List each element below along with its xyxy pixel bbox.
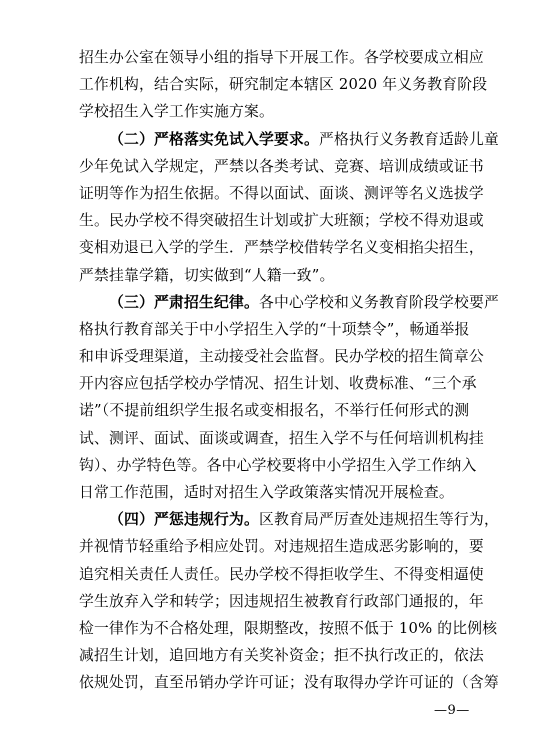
text-line: 工作机构，结合实际，研究制定本辖区 2020 年义务教育阶段 <box>79 76 488 94</box>
text-line: 证明等作为招生依据。不得以面试、面谈、测评等名义选拔学 <box>79 184 484 202</box>
section-4-heading: （四）严惩违规行为。 <box>109 511 259 529</box>
section-3-heading: （三）严肃招生纪律。 <box>109 293 259 311</box>
text-line: 诺”（不提前组织学生报名或变相报名，不举行任何形式的测 <box>79 402 470 420</box>
text-line: 追究相关责任人责任。民办学校不得拒收学生、不得变相逼使 <box>79 565 484 583</box>
section-3-text: 各中心学校和义务教育阶段学校要严 <box>258 293 499 311</box>
section-4-text: 区教育局严厉查处违规招生等行为， <box>258 511 499 529</box>
text-line: 严禁挂靠学籍，切实做到“人籍一致”。 <box>79 266 335 284</box>
document-body <box>79 44 499 697</box>
text-line: 和申诉受理渠道，主动接受社会监督。民办学校的招生简章公 <box>79 348 484 366</box>
section-2-first-line <box>79 126 499 153</box>
text-line: 格执行教育部关于中小学招生入学的“十项禁令”，畅通举报 <box>79 320 470 338</box>
text-line: 招生办公室在领导小组的指导下开展工作。各学校要成立相应 <box>79 49 484 66</box>
text-line: 学校招生入学工作实施方案。 <box>79 103 274 121</box>
section-4-first-line <box>79 506 499 533</box>
text-line: 日常工作范围，适时对招生入学政策落实情况开展检查。 <box>79 484 454 501</box>
text-line: 依规处罚，直至吊销办学许可证；没有取得办学许可证的（含筹 <box>79 674 499 692</box>
text-line: 试、测评、面试、面谈或调查，招生入学不与任何培训机构挂 <box>79 429 484 447</box>
section-2-text: 严格执行义务教育适龄儿童 <box>318 130 499 148</box>
text-line: 检一律作为不合格处理，限期整改，按照不低于 10% 的比例核 <box>79 619 498 637</box>
section-3-first-line <box>79 289 499 316</box>
text-line: 变相劝退已入学的学生．严禁学校借转学名义变相掐尖招生， <box>79 239 484 257</box>
text-line: 少年免试入学规定，严禁以各类考试、竞赛、培训成绩或证书 <box>79 157 484 175</box>
text-line: 钩）、办学特色等。各中心学校要将中小学招生入学工作纳入 <box>79 456 477 474</box>
text-line: 生。民办学校不得突破招生计划或扩大班额；学校不得劝退或 <box>79 212 484 230</box>
text-line: 学生放弃入学和转学；因违规招生被教育行政部门通报的，年 <box>79 592 484 610</box>
page-number: —9— <box>434 703 470 718</box>
text-line: 减招生计划，追回地方有关奖补资金；拒不执行改正的，依法 <box>79 647 484 665</box>
text-line: 开内容应包括学校办学情况、招生计划、收费标准、“三个承 <box>79 375 477 393</box>
text-line: 并视情节轻重给予相应处罚。对违规招生造成恶劣影响的，要 <box>79 538 484 556</box>
section-2-heading: （二）严格落实免试入学要求。 <box>109 130 319 148</box>
